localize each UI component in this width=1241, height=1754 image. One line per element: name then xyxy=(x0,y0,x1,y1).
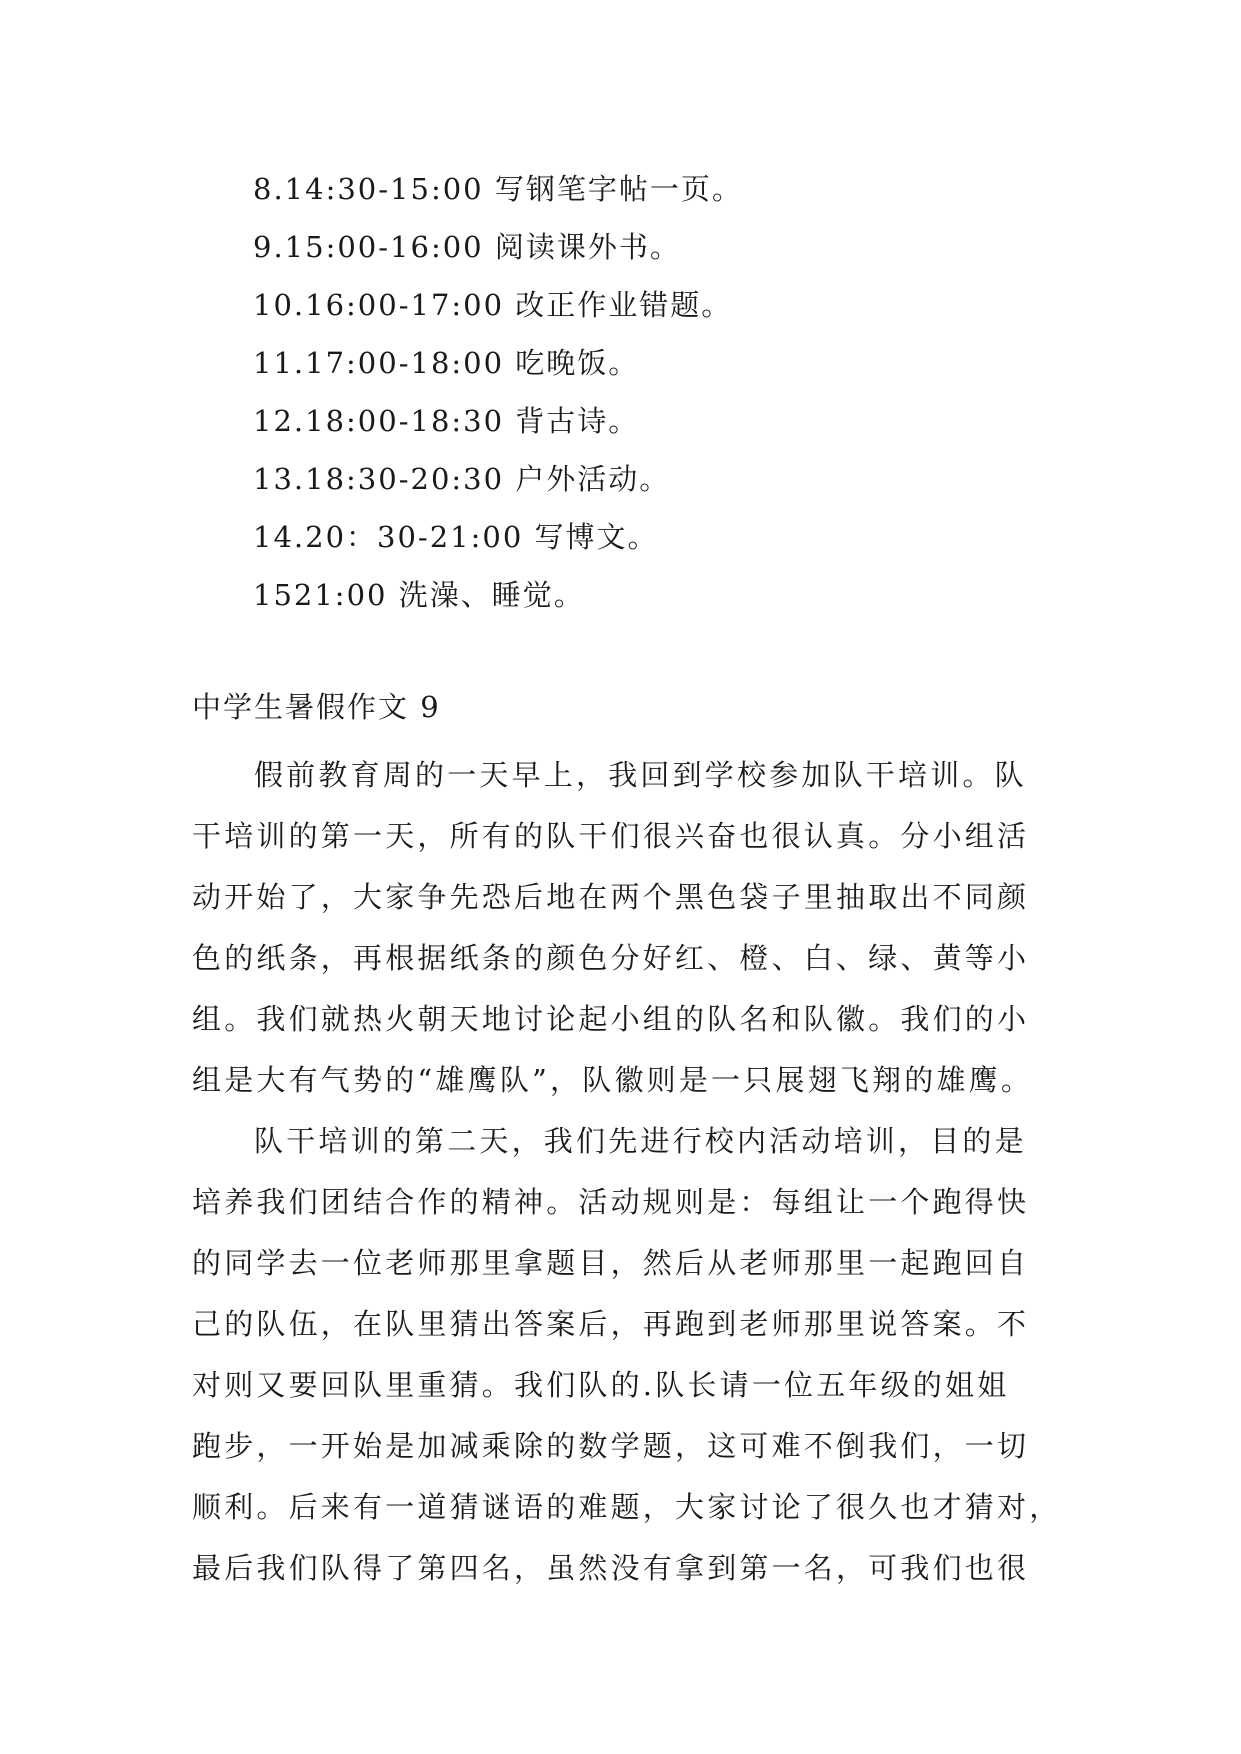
text-line: 组。我们就热火朝天地讨论起小组的队名和队徽。我们的小 xyxy=(192,1002,1030,1036)
text-line: 队干培训的第二天，我们先进行校内活动培训，目的是 xyxy=(254,1124,1027,1158)
text-line: 的同学去一位老师那里拿题目，然后从老师那里一起跑回自 xyxy=(192,1246,1030,1280)
text-line: 培养我们团结合作的精神。活动规则是：每组让一个跑得快 xyxy=(192,1185,1030,1219)
text-line: 假前教育周的一天早上，我回到学校参加队干培训。队 xyxy=(254,758,1027,792)
text-line: 干培训的第一天，所有的队干们很兴奋也很认真。分小组活 xyxy=(192,819,1030,853)
text-line: 己的队伍，在队里猜出答案后，再跑到老师那里说答案。不 xyxy=(192,1307,1030,1341)
text-line: 跑步，一开始是加减乘除的数学题，这可难不倒我们，一切 xyxy=(192,1429,1030,1463)
schedule-item: 12.18:00-18:30 背古诗。 xyxy=(253,404,640,438)
essay-body xyxy=(192,745,1072,1599)
text-line: 最后我们队得了第四名，虽然没有拿到第一名，可我们也很 xyxy=(192,1551,1030,1585)
schedule-item: 11.17:00-18:00 吃晚饭。 xyxy=(253,346,640,380)
schedule-item: 8.14:30-15:00 写钢笔字帖一页。 xyxy=(253,172,743,206)
essay-title: 中学生暑假作文 9 xyxy=(192,690,441,724)
schedule-item: 14.20：30-21:00 写博文。 xyxy=(253,520,659,554)
schedule-item: 1521:00 洗澡、睡觉。 xyxy=(253,578,585,612)
text-line: 对则又要回队里重猜。我们队的.队长请一位五年级的姐姐 xyxy=(192,1368,1010,1402)
schedule-item: 10.16:00-17:00 改正作业错题。 xyxy=(253,288,733,322)
text-line: 组是大有气势的“雄鹰队”，队徽则是一只展翅飞翔的雄鹰。 xyxy=(192,1063,1034,1097)
text-line: 顺利。后来有一道猜谜语的难题，大家讨论了很久也才猜对， xyxy=(192,1490,1062,1524)
text-line: 动开始了，大家争先恐后地在两个黑色袋子里抽取出不同颜 xyxy=(192,880,1030,914)
text-line: 色的纸条，再根据纸条的颜色分好红、橙、白、绿、黄等小 xyxy=(192,941,1030,975)
schedule-item: 9.15:00-16:00 阅读课外书。 xyxy=(253,230,681,264)
schedule-list xyxy=(253,160,743,624)
schedule-item: 13.18:30-20:30 户外活动。 xyxy=(253,462,671,496)
